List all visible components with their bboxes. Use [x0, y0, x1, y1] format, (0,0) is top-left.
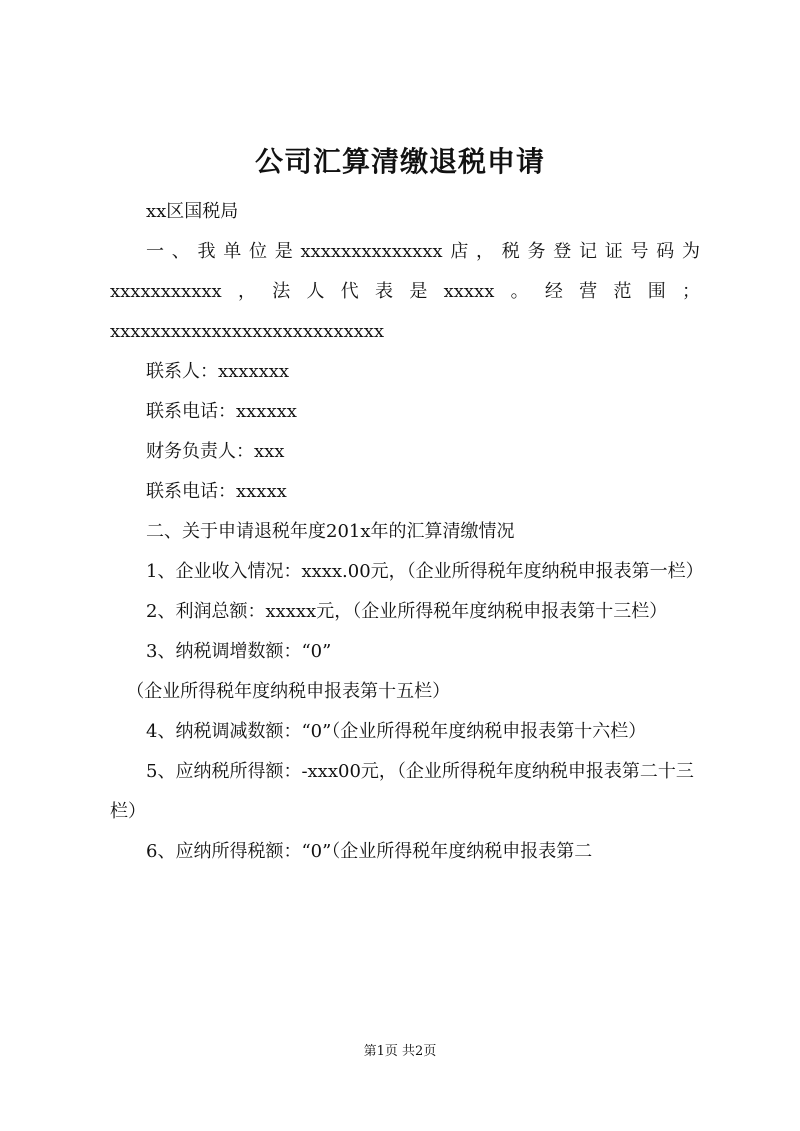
item-5: 5、应纳税所得额：-xxx00元，（企业所得税年度纳税申报表第二十三栏） [110, 761, 694, 822]
paragraph-1-line-2: xxxxxxxxxxx，法人代表是xxxxx。经营范围； [110, 281, 700, 302]
paragraph-1-line-1: 一、我单位是xxxxxxxxxxxxxx店，税务登记证号码为 [146, 241, 700, 262]
contact-phone-2: 联系电话：xxxxx [146, 481, 287, 502]
item-4: 4、纳税调减数额：“0”（企业所得税年度纳税申报表第十六栏） [146, 721, 647, 742]
finance-head: 财务负责人：xxx [146, 441, 285, 462]
item-2: 2、利润总额：xxxxx元，（企业所得税年度纳税申报表第十三栏） [146, 601, 668, 622]
item-1: 1、企业收入情况：xxxx.00元，（企业所得税年度纳税申报表第一栏） [146, 561, 704, 582]
document-body [110, 192, 704, 872]
page-number-footer: 第1页 共2页 [363, 1044, 437, 1059]
contact-person: 联系人：xxxxxxx [146, 361, 290, 382]
item-3-note: （企业所得税年度纳税申报表第十五栏） [126, 681, 451, 702]
contact-phone-1: 联系电话：xxxxxx [146, 401, 297, 422]
paragraph-1-line-3: xxxxxxxxxxxxxxxxxxxxxxxxxxx [110, 321, 385, 342]
item-3: 3、纳税调增数额：“0” [146, 641, 332, 662]
document-title: 公司汇算清缴退税申请 [254, 145, 545, 178]
recipient-line: xx区国税局 [146, 201, 239, 222]
item-6: 6、应纳所得税额：“0”（企业所得税年度纳税申报表第二 [146, 841, 593, 862]
section-2-heading: 二、关于申请退税年度201x年的汇算清缴情况 [146, 521, 515, 542]
